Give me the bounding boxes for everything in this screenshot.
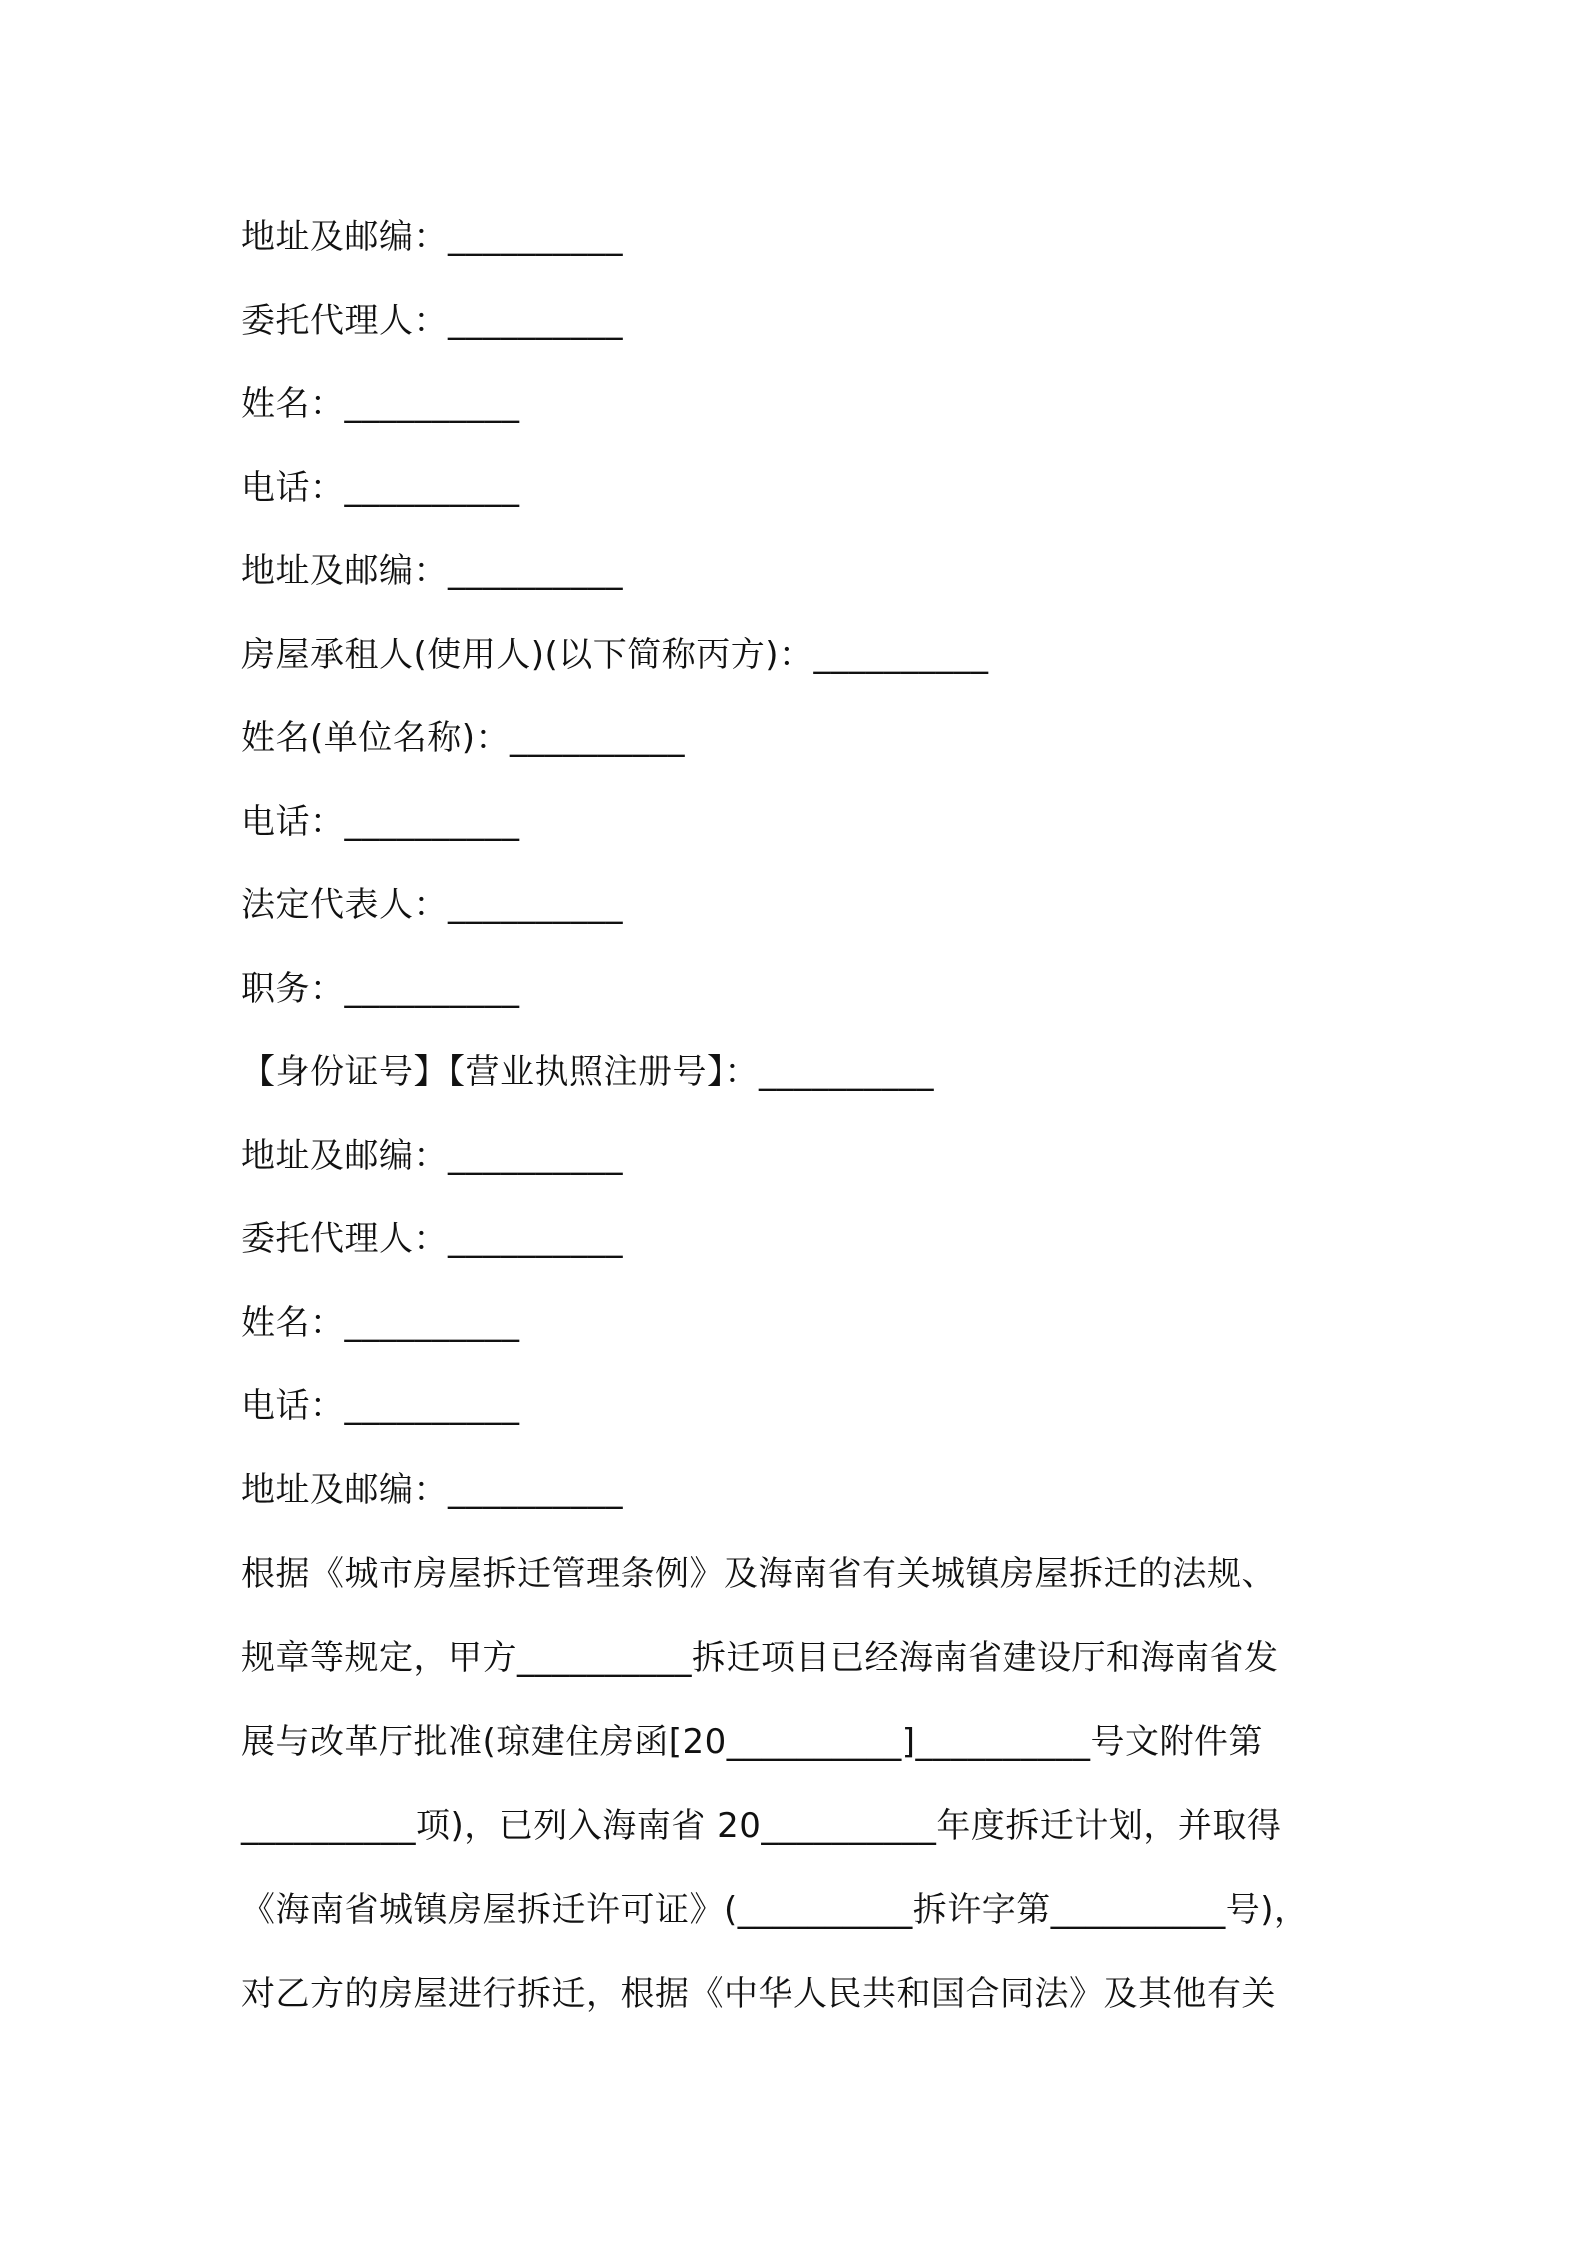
paragraph-line: __________项)，已列入海南省 20__________年度拆迁计划，并取得 (241, 1806, 1282, 1846)
paragraph-line: 展与改革厅批准(琼建住房函[20__________]__________号文附件第 (241, 1722, 1264, 1762)
field-position: 职务：__________ (241, 968, 520, 1009)
field-tenant: 房屋承租人(使用人)(以下简称丙方)：__________ (241, 634, 989, 675)
field-name: 姓名：__________ (241, 1302, 520, 1343)
field-phone: 电话：__________ (241, 801, 520, 842)
field-address-postcode: 地址及邮编：__________ (241, 1135, 623, 1176)
field-address-postcode: 地址及邮编：__________ (241, 551, 623, 591)
paragraph-line: 《海南省城镇房屋拆迁许可证》(__________拆许字第__________号)， (241, 1890, 1309, 1930)
field-name-organization: 姓名(单位名称)：__________ (241, 718, 686, 758)
field-agent: 委托代理人：__________ (241, 300, 623, 341)
field-name: 姓名：__________ (241, 384, 520, 424)
paragraph-line: 对乙方的房屋进行拆迁，根据《中华人民共和国合同法》及其他有关 (241, 1974, 1276, 2014)
paragraph-line: 根据《城市房屋拆迁管理条例》及海南省有关城镇房屋拆迁的法规、 (241, 1554, 1276, 1594)
field-agent: 委托代理人：__________ (241, 1219, 623, 1259)
paragraph-line: 规章等规定，甲方__________拆迁项目已经海南省建设厅和海南省发 (241, 1638, 1279, 1678)
document-content (241, 196, 1391, 2036)
field-phone: 电话：__________ (241, 467, 520, 508)
field-legal-representative: 法定代表人：__________ (241, 885, 623, 925)
field-address-postcode: 地址及邮编：__________ (241, 1469, 623, 1510)
field-address-postcode: 地址及邮编：__________ (241, 217, 623, 257)
field-id-license-number: 【身份证号】【营业执照注册号】：__________ (241, 1052, 934, 1092)
body-paragraph (241, 1532, 1391, 2036)
field-phone: 电话：__________ (241, 1386, 520, 1426)
